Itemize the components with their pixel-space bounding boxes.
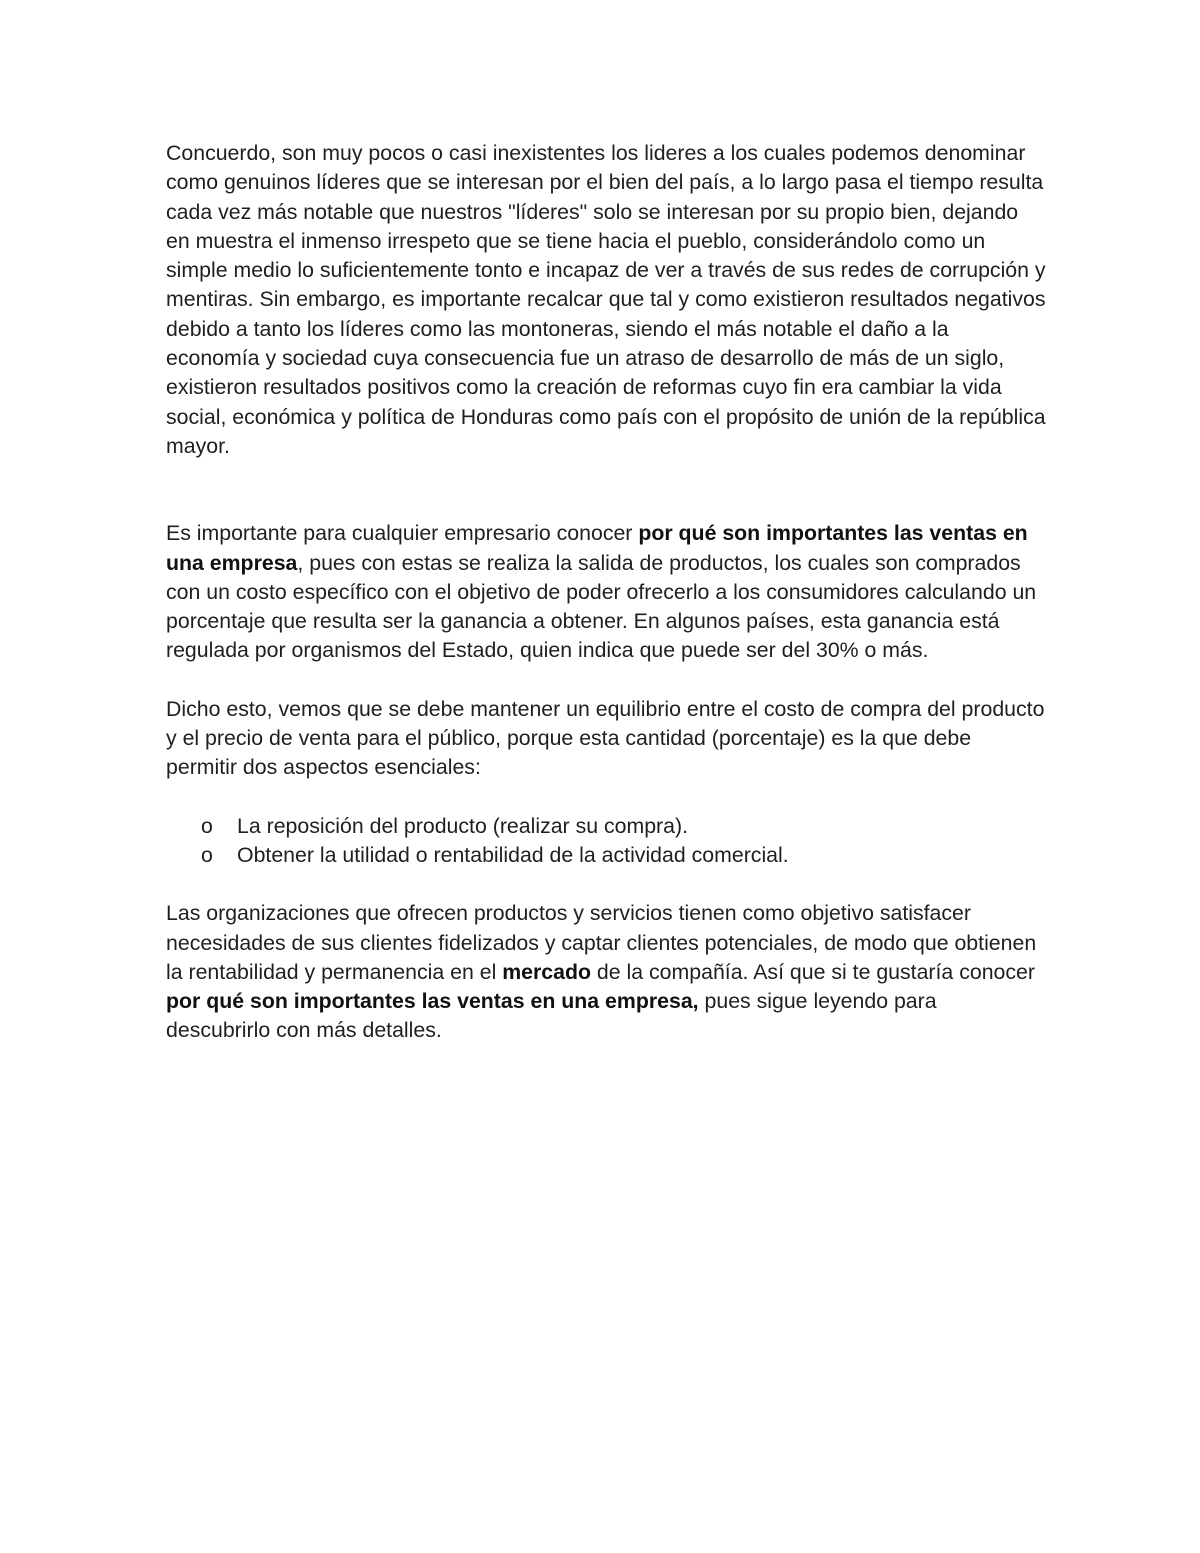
paragraph-sales-importance bbox=[166, 519, 1046, 665]
bold-text-run: por qué son importantes las ventas en una empresa, bbox=[166, 989, 699, 1014]
text-run: Es importante para cualquier empresario conocer bbox=[166, 521, 639, 546]
bullet-marker: o bbox=[201, 813, 213, 838]
list-item bbox=[166, 841, 1046, 870]
list-item-text: La reposición del producto (realizar su compra). bbox=[237, 813, 688, 838]
bullet-list bbox=[166, 812, 1046, 871]
paragraph-balance: Dicho esto, vemos que se debe mantener un equilibrio entre el costo de compra del producto y el precio de venta para el público, porque esta cantidad (porcentaje) es la que debe permitir dos aspectos esenciales: bbox=[166, 696, 1045, 780]
bold-text-run: mercado bbox=[502, 959, 592, 984]
list-item bbox=[166, 812, 1046, 841]
bold-text-run: por qué son importantes las ventas en una empresa bbox=[166, 521, 1028, 575]
document-body bbox=[166, 139, 1046, 1046]
text-run: de la compañía. Así que si te gustaría conocer bbox=[591, 959, 1035, 984]
bullet-marker: o bbox=[201, 842, 213, 867]
text-run: pues sigue leyendo para descubrirlo con más detalles. bbox=[166, 989, 937, 1043]
text-run: , pues con estas se realiza la salida de productos, los cuales son comprados con un costo específico con el objetivo de poder ofrecerlo a los consumidores calculando un porcentaje que resulta ser la ganancia a obtener. En algunos países, esta ganancia está regulada por organismos del Estado, quien indica que puede ser del 30% o más. bbox=[166, 550, 1037, 663]
list-item-text: Obtener la utilidad o rentabilidad de la actividad comercial. bbox=[237, 842, 789, 867]
paragraph-organizations bbox=[166, 899, 1046, 1045]
text-run: Las organizaciones que ofrecen productos y servicios tienen como objetivo satisfacer necesidades de sus clientes fidelizados y captar clientes potenciales, de modo que obtienen la rentabilidad y permanencia en el bbox=[166, 901, 1037, 984]
paragraph-leaders: Concuerdo, son muy pocos o casi inexistentes los lideres a los cuales podemos denominar como genuinos líderes que se interesan por el bien del país, a lo largo pasa el tiempo resulta cada vez más notable que nuestros "líderes" solo se interesan por su propio bien, dejando en muestra el inmenso irrespeto que se tiene hacia el pueblo, considerándolo como un simple medio lo suficientemente tonto e incapaz de ver a través de sus redes de corrupción y mentiras. Sin embargo, es importante recalcar que tal y como existieron resultados negativos debido a tanto los líderes como las montoneras, siendo el más notable el daño a la economía y sociedad cuya consecuencia fue un atraso de desarrollo de más de un siglo, existieron resultados positivos como la creación de reformas cuyo fin era cambiar la vida social, económica y política de Honduras como país con el propósito de unión de la república mayor. bbox=[166, 141, 1046, 458]
